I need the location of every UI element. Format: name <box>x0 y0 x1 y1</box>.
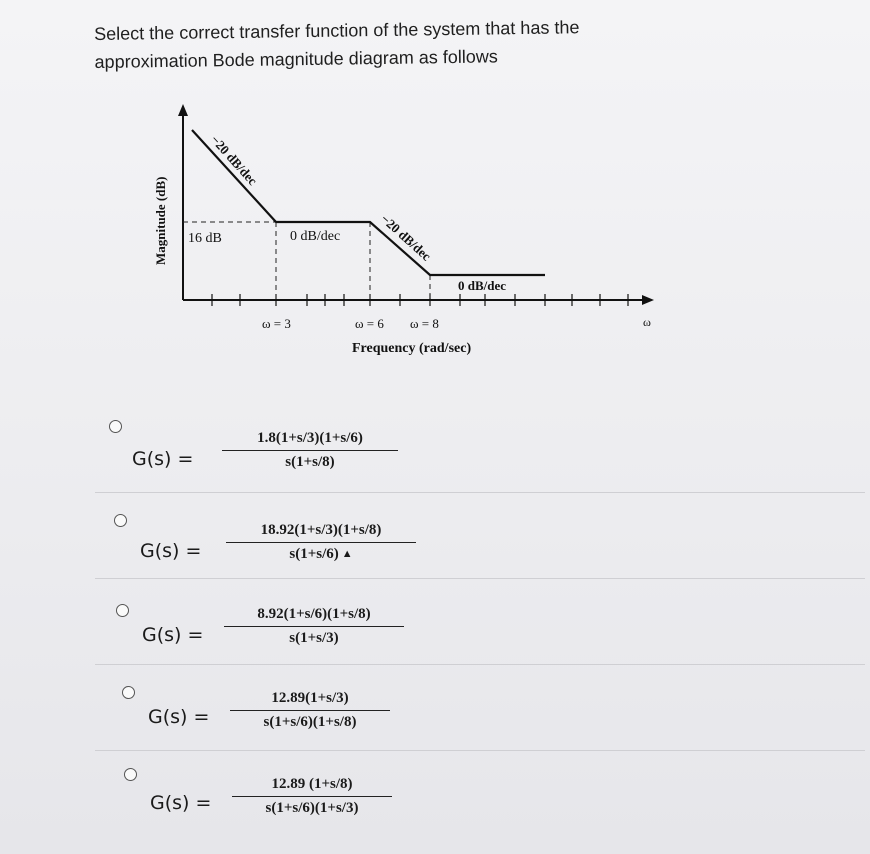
option-5-numerator: 12.89 (1+s/8) <box>232 776 392 797</box>
option-1-denominator: s(1+s/8) <box>285 454 335 470</box>
option-2-lhs: G(s) = <box>140 540 202 562</box>
option-3-denominator: s(1+s/3) <box>289 630 339 646</box>
ylabel: Magnitude (dB) <box>153 176 168 265</box>
option-3-lhs: G(s) = <box>142 624 204 646</box>
option-3-numerator: 8.92(1+s/6)(1+s/8) <box>224 606 404 627</box>
option-1-radio[interactable] <box>109 420 122 433</box>
y-axis-arrow <box>178 104 188 116</box>
option-5-denominator: s(1+s/6)(1+s/3) <box>265 800 359 816</box>
slope-1-label: −20 dB/dec <box>207 131 261 189</box>
option-1-numerator: 1.8(1+s/3)(1+s/6) <box>222 430 398 451</box>
option-divider <box>95 492 865 493</box>
option-3-radio[interactable] <box>116 604 129 617</box>
option-divider <box>95 664 865 665</box>
slope-3-label: −20 dB/dec <box>377 211 435 264</box>
question-line-1: Select the correct transfer function of the system that has the <box>94 17 580 44</box>
option-4-denominator: s(1+s/6)(1+s/8) <box>263 714 357 730</box>
option-4-lhs: G(s) = <box>148 706 210 728</box>
xlabel: Frequency (rad/sec) <box>352 341 472 356</box>
x-axis-end-label: ω <box>643 315 651 329</box>
omega-3-label: ω = 3 <box>262 316 291 331</box>
omega-6-label: ω = 6 <box>355 316 384 331</box>
option-4-fraction <box>230 690 390 731</box>
option-4-numerator: 12.89(1+s/3) <box>230 690 390 711</box>
option-5-lhs: G(s) = <box>150 792 212 814</box>
option-2-fraction <box>226 522 416 563</box>
mouse-cursor-icon: ▲ <box>341 548 353 560</box>
option-3-fraction <box>224 606 404 647</box>
option-divider <box>95 750 865 751</box>
option-2-radio[interactable] <box>114 514 127 527</box>
option-5-fraction <box>232 776 392 817</box>
option-2-denominator: s(1+s/6) <box>289 546 339 562</box>
omega-8-label: ω = 8 <box>410 316 439 331</box>
option-2-numerator: 18.92(1+s/3)(1+s/8) <box>226 522 416 543</box>
option-1-fraction <box>222 430 398 471</box>
x-axis-arrow <box>642 295 654 305</box>
magnitude-asymptote <box>192 130 545 275</box>
option-4-radio[interactable] <box>122 686 135 699</box>
slope-4-label: 0 dB/dec <box>458 278 507 293</box>
question-text <box>94 12 655 76</box>
option-1-lhs: G(s) = <box>132 448 194 470</box>
option-divider <box>95 578 865 579</box>
level-label: 16 dB <box>188 231 222 246</box>
slope-2-label: 0 dB/dec <box>290 229 341 244</box>
bode-magnitude-diagram <box>140 90 680 370</box>
option-5-radio[interactable] <box>124 768 137 781</box>
question-line-2: approximation Bode magnitude diagram as follows <box>94 46 498 72</box>
